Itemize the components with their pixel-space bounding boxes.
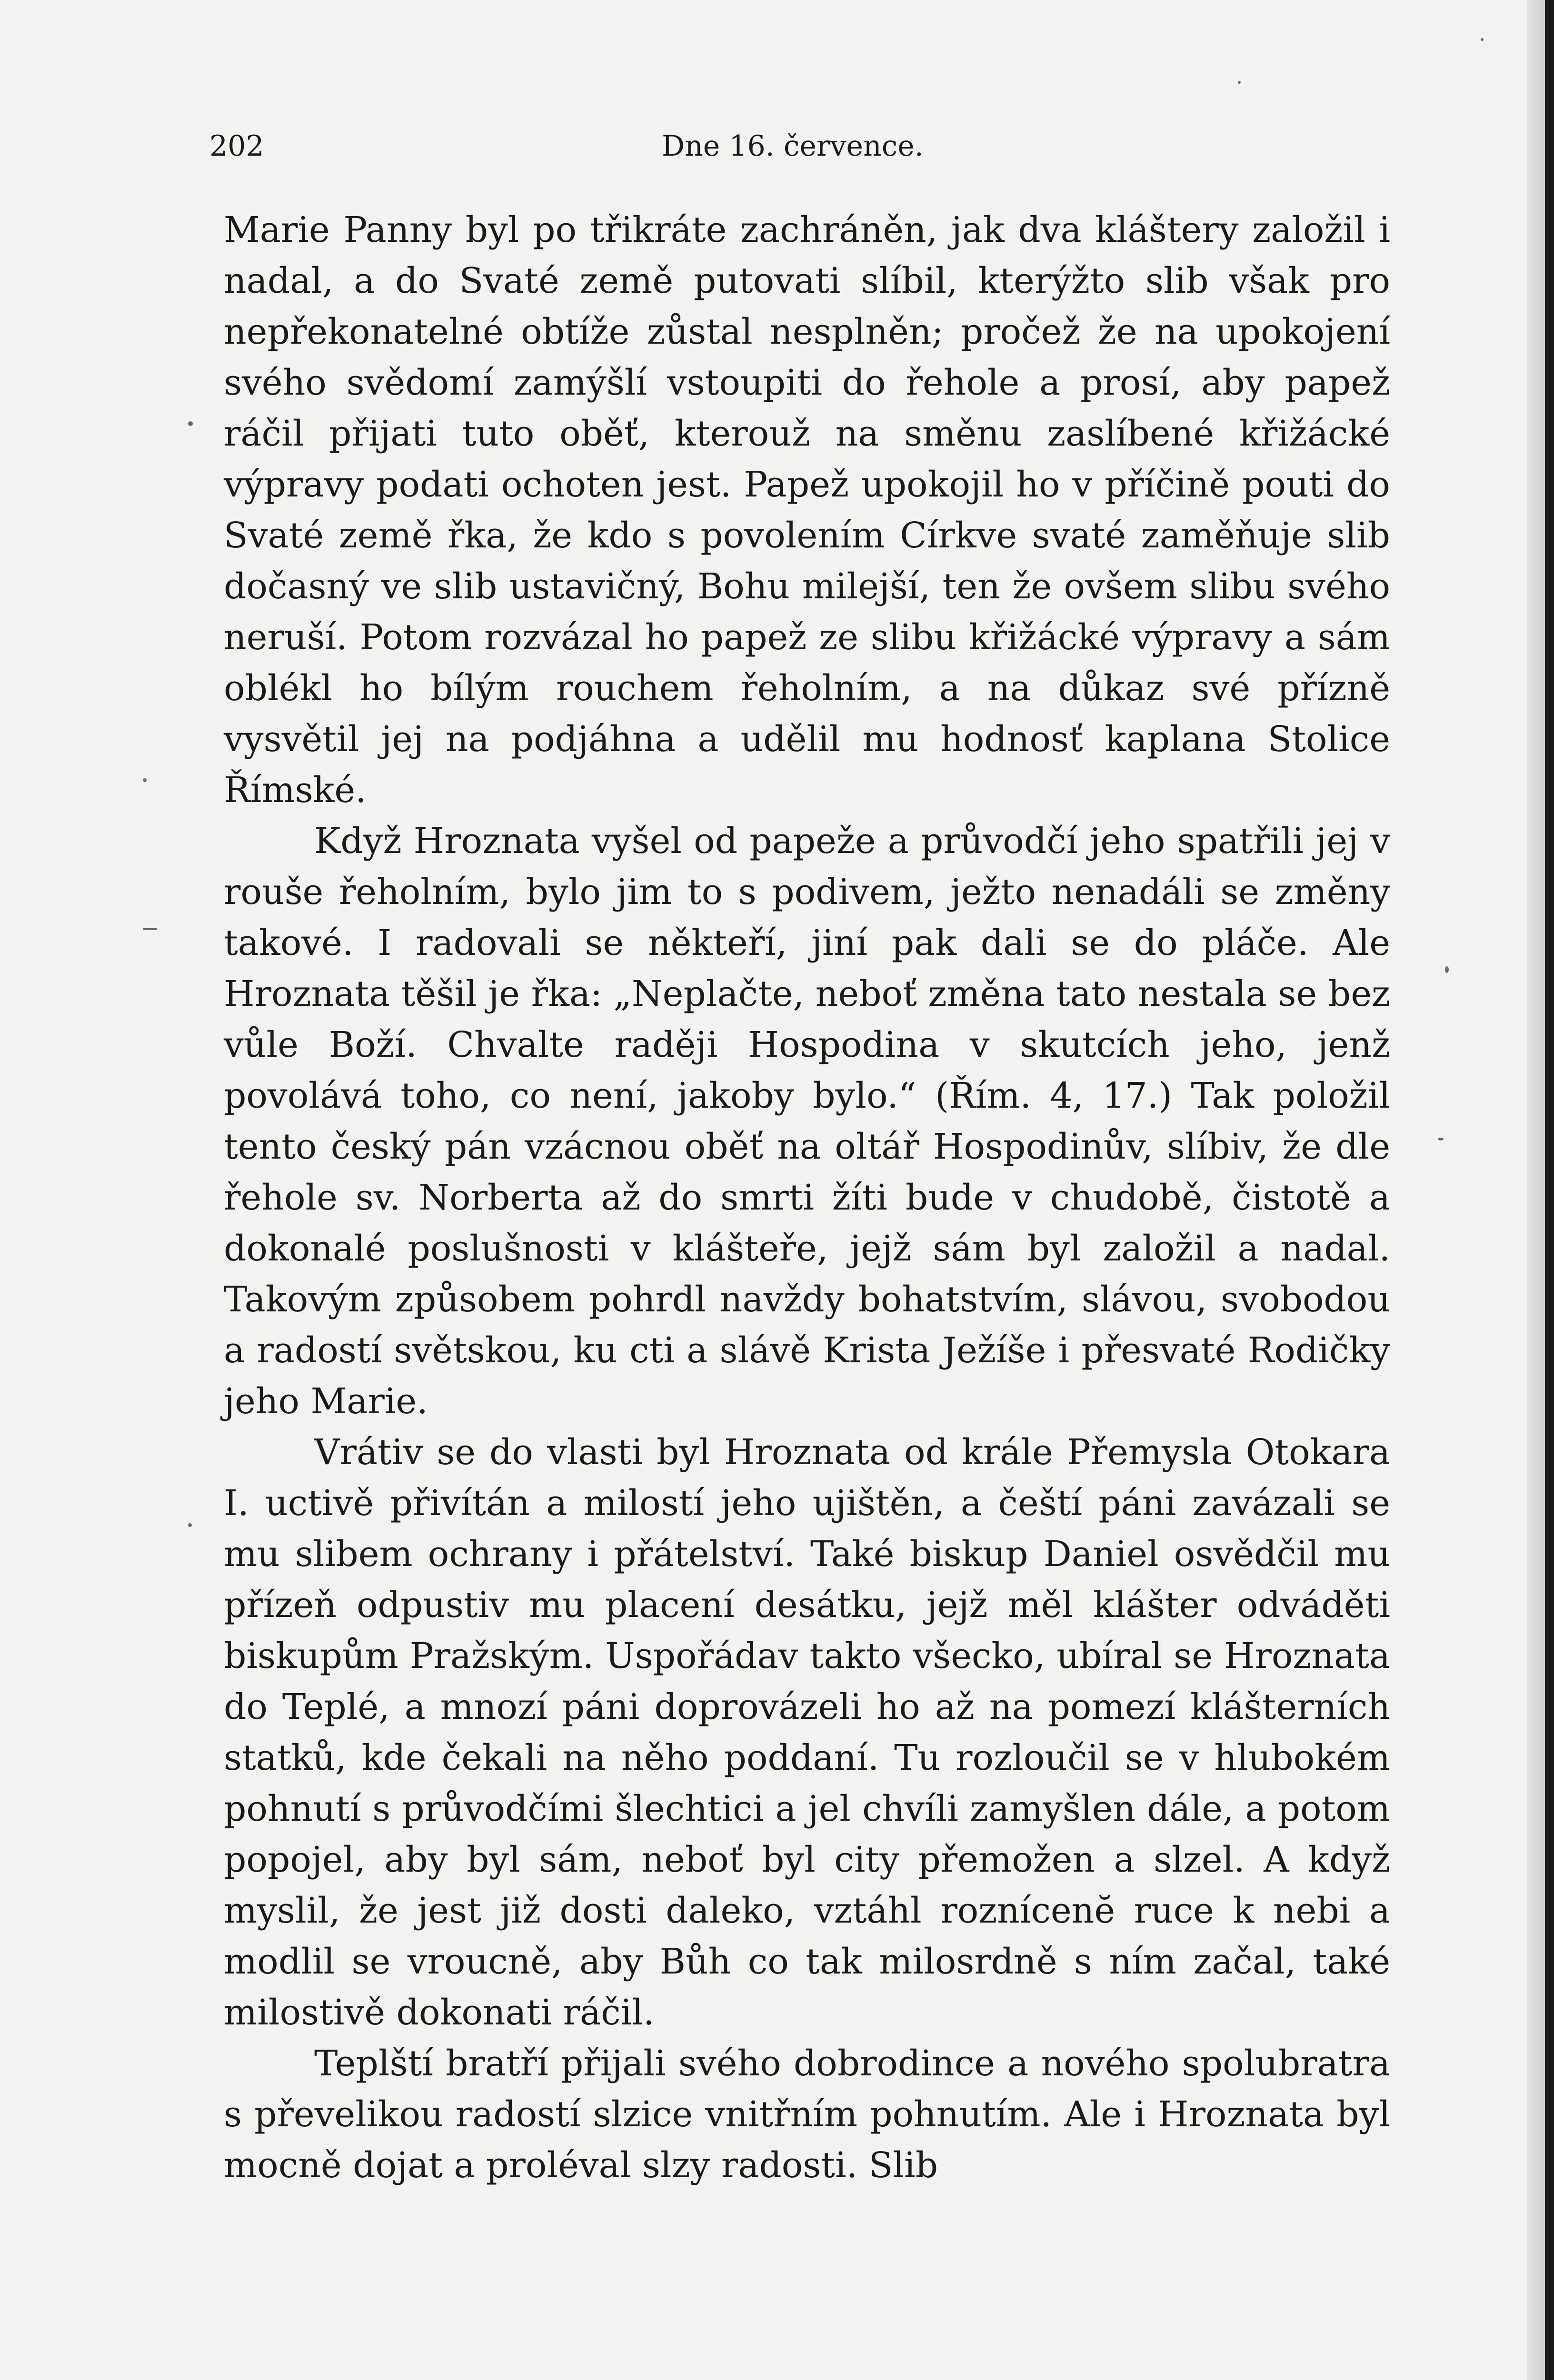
running-head: Dne 16. července. bbox=[662, 129, 924, 163]
scan-speck bbox=[1438, 1138, 1444, 1140]
scan-speck bbox=[1238, 81, 1241, 84]
page-header bbox=[209, 129, 1390, 172]
paragraph-4: Teplští bratří přijali svého dobrodince a nového spolubratra s převelikou radostí slzice vnitřním pohnutím. Ale i Hroznata byl mocně dojat a proléval slzy radosti. Slib bbox=[224, 2043, 1390, 2186]
page-number: 202 bbox=[209, 129, 264, 163]
paragraph-2: Když Hroznata vyšel od papeže a průvodčí jeho spatřili jej v rouše řeholním, bylo jim to s podivem, ježto nenadáli se změny takové. I radovali se někteří, jiní pak dali se do pláče. Ale Hroznata těšil je řka: „Neplačte, neboť změna tato nestala se bez vůle Boží. Chvalte raději Hospodina v skutcích jeho, jenž povolává toho, co není, jakoby bylo.“ (Řím. 4, 17.) Tak položil tento český pán vzácnou oběť na oltář Hospodinův, slíbiv, že dle řehole sv. Norberta až do smrti žíti bude v chudobě, čistotě a dokonalé poslušnosti v klášteře, jejž sám byl založil a nadal. Takovým způsobem pohrdl navždy bohatstvím, slávou, svobodou a radostí světskou, ku cti a slávě Krista Ježíše i přesvaté Rodičky jeho Marie. bbox=[224, 821, 1390, 1422]
scan-speck bbox=[1481, 38, 1484, 41]
scan-speck bbox=[188, 1523, 192, 1527]
paragraph-3: Vrátiv se do vlasti byl Hroznata od krále Přemysla Otokara I. uctivě přivítán a milostí jeho ujištěn, a čeští páni zavázali se mu slibem ochrany i přátelství. Také biskup Daniel osvědčil mu přízeň odpustiv mu placení desátku, jejž měl klášter odváděti biskupům Pražským. Uspořádav takto všecko, ubíral se Hroznata do Teplé, a mnozí páni doprovázeli ho až na pomezí klášterních statků, kde čekali na něho poddaní. Tu rozloučil se v hlubokém pohnutí s průvodčími šlechtici a jel chvíli zamyšlen dále, a potom popojel, aby byl sám, neboť byl city přemožen a slzel. A když myslil, že jest již dosti daleko, vztáhl roznícenĕ ruce k nebi a modlil se vroucně, aby Bůh co tak milosrdně s ním začal, také milostivě dokonati ráčil. bbox=[224, 1432, 1390, 2033]
scan-speck bbox=[143, 928, 157, 930]
scan-speck bbox=[143, 778, 147, 782]
scan-edge bbox=[1545, 0, 1554, 2380]
scan-speck bbox=[188, 421, 193, 426]
body-text bbox=[224, 205, 1390, 2191]
paragraph-1: Marie Panny byl po třikráte zachráněn, jak dva kláštery založil i nadal, a do Svaté země putovati slíbil, kterýžto slib však pro nepřekonatelné obtíže zůstal nesplněn; pročež že na upokojení svého svědomí zamýšlí vstoupiti do řehole a prosí, aby papež ráčil přijati tuto oběť, kterouž na směnu zaslíbené křižácké výpravy podati ochoten jest. Papež upokojil ho v příčině pouti do Svaté země řka, že kdo s povolením Církve svaté zaměňuje slib dočasný ve slib ustavičný, Bohu milejší, ten že ovšem slibu svého neruší. Potom rozvázal ho papež ze slibu křižácké výpravy a sám oblékl ho bílým rouchem řeholním, a na důkaz své přízně vysvětil jej na podjáhna a udělil mu hodnosť kaplana Stolice Římské. bbox=[224, 209, 1390, 811]
scan-speck bbox=[1445, 966, 1449, 973]
